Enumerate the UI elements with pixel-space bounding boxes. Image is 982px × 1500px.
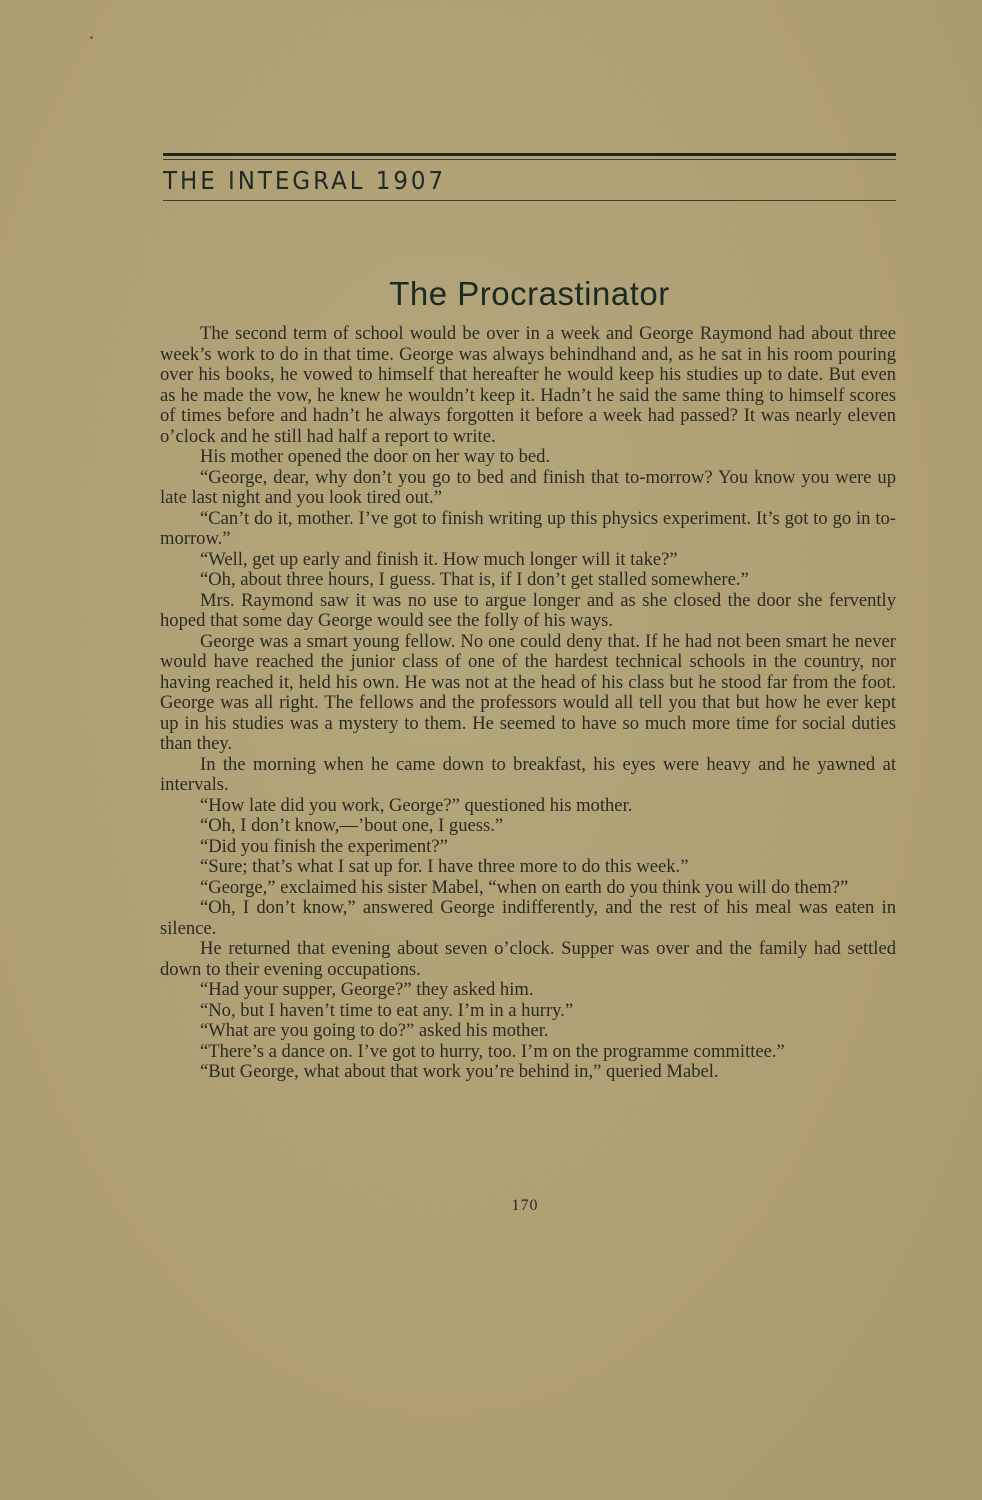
- paragraph: “Did you finish the experiment?”: [200, 835, 448, 857]
- paragraph: “But George, what about that work you’re behind in,” queried Mabel.: [200, 1061, 719, 1082]
- paragraph: He returned that evening about seven o’clock. Supper was over and the family had settled down to their evening occupations.: [160, 938, 896, 980]
- paragraph: “Oh, I don’t know,” answered George indifferently, and the rest of his meal was eaten in silence.: [160, 897, 896, 939]
- paragraph: His mother opened the door on her way to bed.: [200, 446, 551, 467]
- paragraph: In the morning when he came down to breakfast, his eyes were heavy and he yawned at intervals.: [160, 753, 896, 795]
- paragraph: “George,” exclaimed his sister Mabel, “when on earth do you think you will do them?”: [200, 876, 849, 898]
- page-number: 170: [511, 1197, 539, 1214]
- paragraph: George was a smart young fellow. No one could deny that. If he had not been smart he never would have reached the junior class of one of the hardest technical schools in the country, nor having reached it, held his own. He was not at the head of his class but he stood far from the foot. George was all right. The fellows and the professors would all tell you that but how he ever kept up in his studies was a mystery to them. He seemed to have so much more time for social duties than they.: [160, 630, 896, 754]
- paragraph: “Well, get up early and finish it. How much longer will it take?”: [200, 548, 678, 570]
- header-rule-bottom: [163, 200, 896, 201]
- paragraph: “George, dear, why don’t you go to bed and finish that to-morrow? You know you were up late last night and you look tired out.”: [160, 466, 896, 508]
- header-rule-thick: [163, 153, 896, 156]
- paper-speck: [90, 36, 93, 39]
- paragraph: “There’s a dance on. I’ve got to hurry, too. I’m on the programme committee.”: [200, 1040, 785, 1062]
- paragraph: “Oh, I don’t know,—’bout one, I guess.”: [200, 815, 504, 836]
- paragraph: “How late did you work, George?” questioned his mother.: [200, 794, 633, 816]
- paragraph: “Sure; that’s what I sat up for. I have three more to do this week.”: [200, 856, 689, 877]
- paragraph: “Oh, about three hours, I guess. That is, if I don’t get stalled somewhere.”: [200, 569, 749, 590]
- paragraph: “What are you going to do?” asked his mother.: [200, 1020, 549, 1041]
- paragraph: “Had your supper, George?” they asked him.: [200, 979, 534, 1000]
- story-title: The Procrastinator: [389, 275, 670, 312]
- paragraph: The second term of school would be over in a week and George Raymond had about three week’s work to do in that time. George was always behindhand and, as he sat in his room pouring over his books, he vowed to himself that hereafter he would keep his studies up to date. But even as he made the vow, he knew he wouldn’t keep it. Hadn’t he said the same thing to himself scores of times before and hadn’t he always forgotten it before a week had passed? It was nearly eleven o’clock and he still had half a report to write.: [160, 323, 896, 447]
- running-head: THE INTEGRAL 1907: [163, 166, 447, 195]
- story-body: [160, 324, 896, 1083]
- paragraph: Mrs. Raymond saw it was no use to argue longer and as she closed the door she fervently hoped that some day George would see the folly of his ways.: [160, 589, 896, 631]
- paragraph: “Can’t do it, mother. I’ve got to finish writing up this physics experiment. It’s got to go in to-morrow.”: [160, 507, 896, 549]
- paragraph: “No, but I haven’t time to eat any. I’m in a hurry.”: [200, 999, 574, 1021]
- header-rule-thin: [163, 159, 896, 160]
